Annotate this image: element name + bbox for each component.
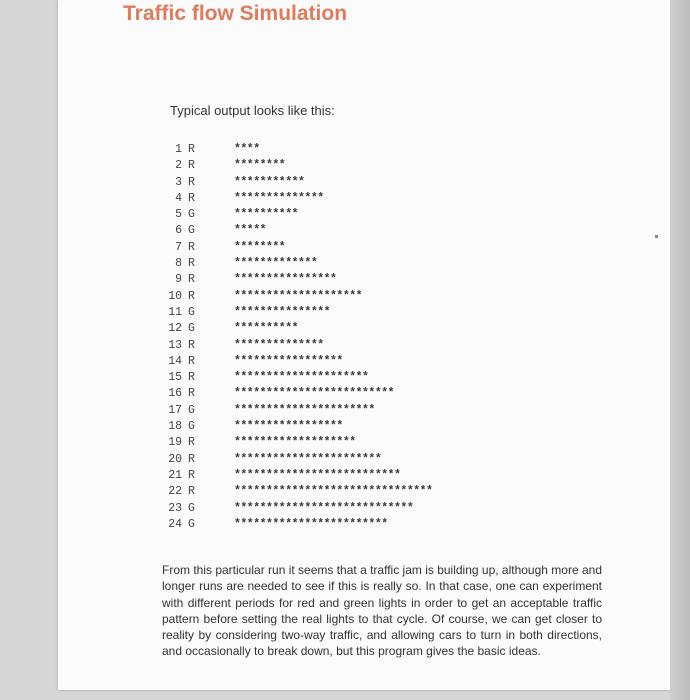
queue-stars: ******** <box>234 159 286 173</box>
step-number: 16 <box>168 387 182 401</box>
step-number: 21 <box>168 468 182 482</box>
simulation-row <box>162 370 432 386</box>
queue-stars: ************************** <box>234 468 401 482</box>
light-state: G <box>188 403 195 417</box>
light-state: R <box>188 240 195 254</box>
simulation-row <box>162 435 432 451</box>
page-title: Traffic flow Simulation <box>123 2 348 25</box>
simulation-row <box>162 517 432 533</box>
simulation-row <box>162 403 432 419</box>
simulation-row <box>162 289 432 305</box>
explanation-paragraph: From this particular run it seems that a traffic jam is building up, although more and longer runs are needed to see if this is really so. In that case, one can experiment with different periods for red and green lights in order to get an acceptable traffic pattern before setting the real lights to that cycle. Of course, we can get closer to reality by considering two-way traffic, and allowing cars to turn in both directions, and occasionally to break down, but this program gives the basic ideas. <box>162 563 602 659</box>
simulation-row <box>162 501 432 517</box>
queue-stars: ************************ <box>234 517 388 531</box>
light-state: R <box>188 371 195 385</box>
queue-stars: ***************** <box>234 354 343 368</box>
light-state: R <box>188 159 195 173</box>
queue-stars: *********** <box>234 175 305 189</box>
simulation-row <box>162 191 432 207</box>
step-number: 12 <box>168 322 182 336</box>
queue-stars: ************** <box>234 191 324 205</box>
simulation-row <box>162 484 432 500</box>
scroll-marker <box>655 235 658 238</box>
queue-stars: ********** <box>234 322 299 336</box>
simulation-row <box>162 338 432 354</box>
queue-stars: ******************************* <box>234 485 433 499</box>
step-number: 10 <box>168 289 182 303</box>
simulation-row <box>162 354 432 370</box>
simulation-row <box>162 452 432 468</box>
light-state: R <box>188 273 195 287</box>
light-state: R <box>188 354 195 368</box>
simulation-row <box>162 419 432 435</box>
light-state: G <box>188 517 195 531</box>
step-number: 19 <box>168 436 182 450</box>
queue-stars: ********** <box>234 208 299 222</box>
step-number: 3 <box>175 175 182 189</box>
queue-stars: **** <box>234 143 260 156</box>
step-number: 13 <box>168 338 182 352</box>
light-state: G <box>188 305 195 319</box>
light-state: R <box>188 387 195 401</box>
step-number: 11 <box>168 305 182 319</box>
queue-stars: ***************** <box>234 420 343 434</box>
light-state: G <box>188 224 195 238</box>
step-number: 22 <box>168 485 182 499</box>
simulation-row <box>162 272 432 288</box>
simulation-row <box>162 305 432 321</box>
simulation-row <box>162 142 432 158</box>
step-number: 24 <box>168 517 182 531</box>
queue-stars: *********************** <box>234 452 382 466</box>
simulation-row <box>162 386 432 402</box>
queue-stars: ******************* <box>234 436 356 450</box>
light-state: R <box>188 191 195 205</box>
queue-stars: **************** <box>234 273 337 287</box>
simulation-output <box>162 142 432 533</box>
simulation-row <box>162 158 432 174</box>
queue-stars: *************** <box>234 305 331 319</box>
queue-stars: ********************** <box>234 403 375 417</box>
light-state: R <box>188 338 195 352</box>
step-number: 5 <box>175 208 182 222</box>
step-number: 15 <box>168 371 182 385</box>
light-state: R <box>188 468 195 482</box>
simulation-row <box>162 256 432 272</box>
light-state: R <box>188 175 195 189</box>
simulation-row <box>162 240 432 256</box>
simulation-row <box>162 175 432 191</box>
step-number: 2 <box>175 159 182 173</box>
light-state: R <box>188 257 195 271</box>
light-state: G <box>188 420 195 434</box>
queue-stars: **************************** <box>234 501 414 515</box>
light-state: R <box>188 143 195 156</box>
step-number: 1 <box>175 143 182 156</box>
step-number: 14 <box>168 354 182 368</box>
light-state: G <box>188 501 195 515</box>
step-number: 8 <box>175 257 182 271</box>
light-state: R <box>188 485 195 499</box>
simulation-row <box>162 207 432 223</box>
simulation-row <box>162 321 432 337</box>
simulation-row <box>162 468 432 484</box>
simulation-row <box>162 223 432 239</box>
step-number: 6 <box>175 224 182 238</box>
light-state: R <box>188 289 195 303</box>
step-number: 18 <box>168 420 182 434</box>
light-state: G <box>188 322 195 336</box>
queue-stars: ********************* <box>234 371 369 385</box>
queue-stars: ******** <box>234 240 286 254</box>
step-number: 20 <box>168 452 182 466</box>
queue-stars: ************** <box>234 338 324 352</box>
queue-stars: ***** <box>234 224 267 238</box>
intro-text: Typical output looks like this: <box>170 103 335 118</box>
light-state: R <box>188 452 195 466</box>
step-number: 9 <box>175 273 182 287</box>
light-state: R <box>188 436 195 450</box>
step-number: 4 <box>175 191 182 205</box>
step-number: 7 <box>175 240 182 254</box>
queue-stars: ************* <box>234 257 318 271</box>
step-number: 23 <box>168 501 182 515</box>
queue-stars: ************************* <box>234 387 395 401</box>
light-state: G <box>188 208 195 222</box>
queue-stars: ******************** <box>234 289 363 303</box>
step-number: 17 <box>168 403 182 417</box>
page-edge-shadow <box>670 0 690 700</box>
